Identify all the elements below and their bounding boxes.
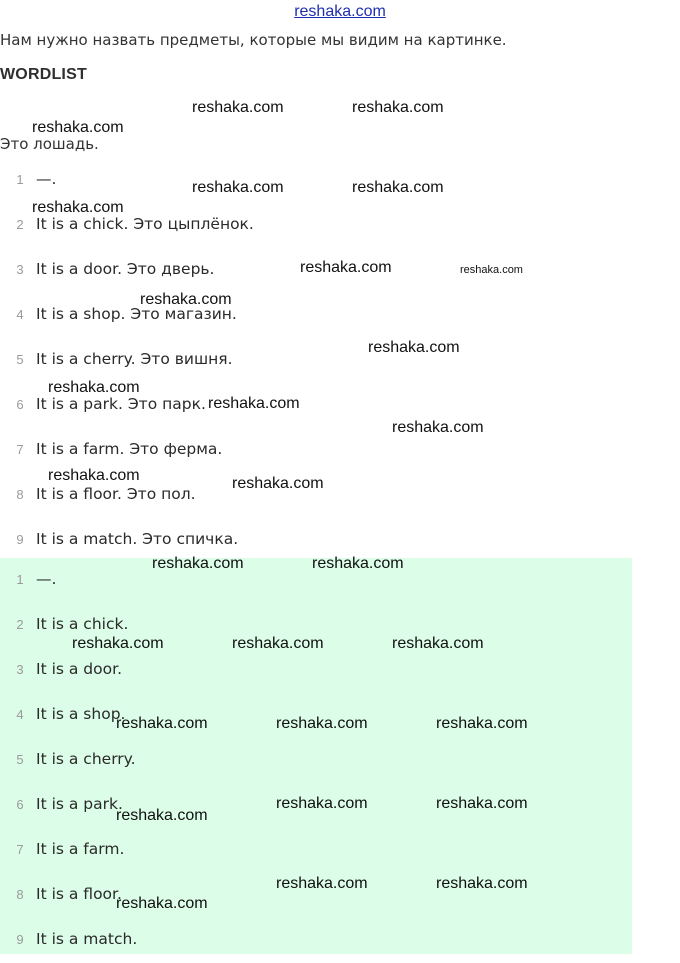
list-item [0, 918, 630, 963]
item-text: It is a floor. [36, 885, 122, 903]
watermark: reshaka.com [300, 259, 392, 276]
item-text: It is a match. Это спичка. [36, 530, 239, 548]
watermark: reshaka.com [72, 635, 164, 652]
watermark: reshaka.com [116, 807, 208, 824]
item-number: 2 [16, 617, 24, 632]
item-text: It is a park. [36, 795, 123, 813]
watermark: reshaka.com [436, 715, 528, 732]
watermark: reshaka.com [48, 467, 140, 484]
item-number: 4 [16, 307, 24, 322]
item-text: It is a cherry. Это вишня. [36, 350, 233, 368]
item-text: —. [36, 170, 57, 188]
list-item [0, 293, 630, 338]
list-item [0, 738, 630, 783]
watermark: reshaka.com [232, 635, 324, 652]
item-text: It is a chick. Это цыплёнок. [36, 215, 254, 233]
item-number: 8 [16, 887, 24, 902]
watermark: reshaka.com [368, 339, 460, 356]
watermark: reshaka.com [32, 119, 124, 136]
item-number: 1 [16, 172, 24, 187]
item-text: It is a shop. Это магазин. [36, 305, 237, 323]
item-number: 2 [16, 217, 24, 232]
item-text: It is a shop. [36, 705, 126, 723]
watermark: reshaka.com [312, 555, 404, 572]
list-item [0, 828, 630, 873]
watermark: reshaka.com [140, 291, 232, 308]
watermark: reshaka.com [232, 475, 324, 492]
item-text: It is a floor. Это пол. [36, 485, 196, 503]
intro-text: Нам нужно назвать предметы, которые мы видим на картинке. [0, 31, 507, 49]
watermark: reshaka.com [208, 395, 300, 412]
item-number: 5 [16, 752, 24, 767]
watermark: reshaka.com [392, 635, 484, 652]
item-number: 9 [16, 932, 24, 947]
item-text: It is a match. [36, 930, 138, 948]
item-text: —. [36, 570, 57, 588]
item-number: 5 [16, 352, 24, 367]
watermark: reshaka.com [460, 264, 523, 276]
item-number: 7 [16, 442, 24, 457]
watermark: reshaka.com [392, 419, 484, 436]
wordlist-heading: WORDLIST [0, 66, 87, 83]
watermark: reshaka.com [276, 875, 368, 892]
watermark: reshaka.com [276, 795, 368, 812]
item-number: 4 [16, 707, 24, 722]
item-number: 8 [16, 487, 24, 502]
watermark: reshaka.com [116, 895, 208, 912]
list-item [0, 338, 630, 383]
item-text: It is a chick. [36, 615, 129, 633]
watermark: reshaka.com [436, 875, 528, 892]
item-text: It is a farm. Это ферма. [36, 440, 223, 458]
item-number: 3 [16, 662, 24, 677]
item-number: 7 [16, 842, 24, 857]
watermark: reshaka.com [116, 715, 208, 732]
item-text: It is a farm. [36, 840, 125, 858]
item-number: 6 [16, 397, 24, 412]
watermark: reshaka.com [152, 555, 244, 572]
item-number: 1 [16, 572, 24, 587]
watermark: reshaka.com [352, 179, 444, 196]
watermark: reshaka.com [32, 199, 124, 216]
item-text: It is a door. Это дверь. [36, 260, 215, 278]
list-item [0, 648, 630, 693]
watermark: reshaka.com [48, 379, 140, 396]
item-number: 3 [16, 262, 24, 277]
site-link[interactable]: reshaka.com [294, 3, 386, 20]
list-item [0, 158, 630, 203]
answer-block [0, 558, 632, 954]
watermark: reshaka.com [276, 715, 368, 732]
item-text: It is a cherry. [36, 750, 136, 768]
example-sentence: Это лошадь. [0, 135, 99, 153]
item-number: 9 [16, 532, 24, 547]
item-text: It is a door. [36, 660, 122, 678]
watermark: reshaka.com [192, 179, 284, 196]
watermark: reshaka.com [352, 99, 444, 116]
watermark: reshaka.com [436, 795, 528, 812]
item-text: It is a park. Это парк. [36, 395, 206, 413]
watermark: reshaka.com [192, 99, 284, 116]
item-number: 6 [16, 797, 24, 812]
